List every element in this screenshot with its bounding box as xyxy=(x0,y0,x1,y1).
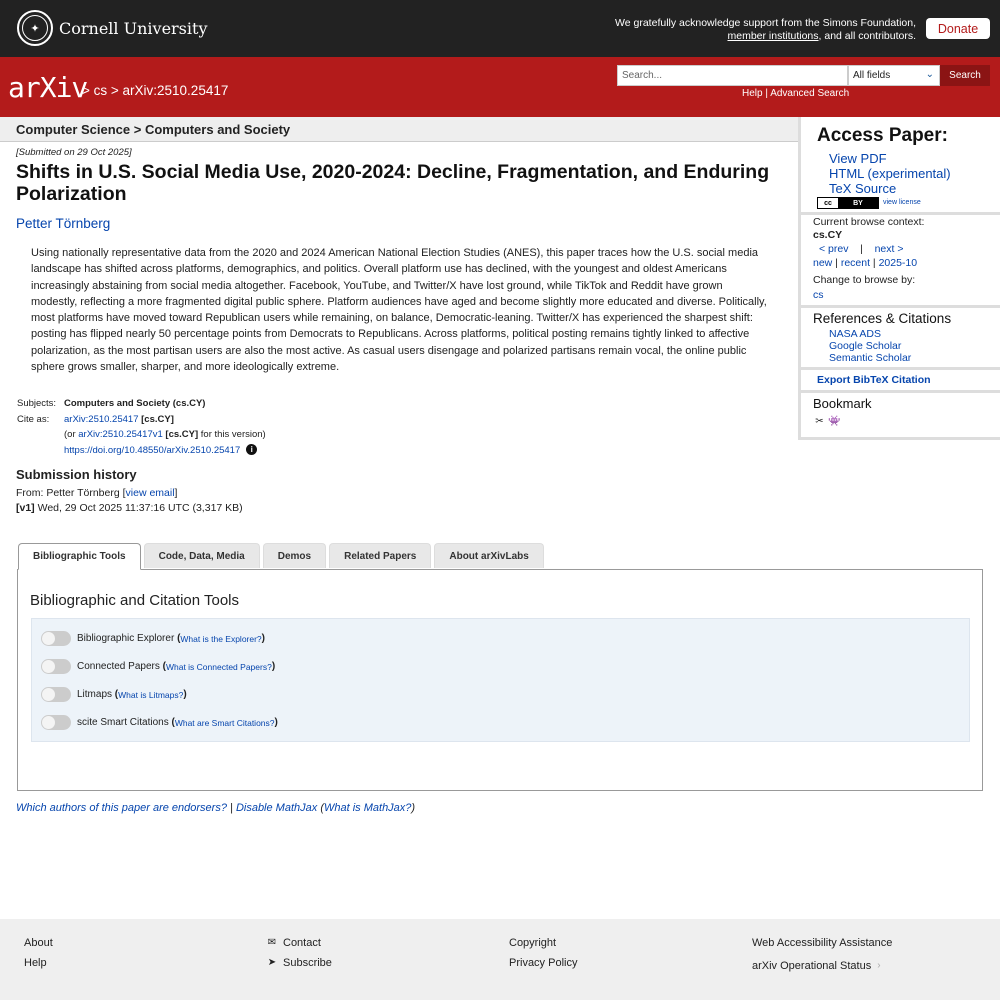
chevron-down-icon: ⌄ xyxy=(925,69,934,80)
nasa-ads-link[interactable]: NASA ADS xyxy=(829,328,881,340)
tool-name: Connected Papers xyxy=(77,661,160,672)
contact-link[interactable]: Contact xyxy=(283,937,321,949)
browse-cs-link[interactable]: cs xyxy=(813,289,824,301)
footer-col-1 xyxy=(24,933,53,973)
chevron-right-icon: › xyxy=(877,960,881,971)
version-category: [cs.CY] xyxy=(165,429,199,440)
change-browse-label: Change to browse by: xyxy=(813,274,916,286)
tool-help-link[interactable]: What is the Explorer? xyxy=(180,633,262,644)
access-links xyxy=(829,151,951,196)
labs-tabs xyxy=(18,543,547,570)
disable-mathjax-link[interactable]: Disable MathJax xyxy=(235,802,318,814)
tool-row: scite Smart Citations ( What are Smart Citations? ) xyxy=(41,715,278,730)
from-label: From: Petter Törnberg [ xyxy=(16,487,126,499)
tool-help-link[interactable]: What are Smart Citations? xyxy=(174,717,275,728)
nav-separator: | xyxy=(860,243,863,255)
arxiv-logo[interactable]: arXiv xyxy=(8,71,88,104)
advanced-search-link[interactable]: Advanced Search xyxy=(770,88,850,99)
breadcrumb[interactable]: > cs > arXiv:2510.25417 xyxy=(82,83,229,98)
scite-toggle[interactable] xyxy=(41,715,71,730)
bibtex-divider xyxy=(801,390,1000,393)
version-id-link[interactable]: arXiv:2510.25417v1 xyxy=(78,429,163,440)
tab-demos[interactable]: Demos xyxy=(263,543,326,568)
references-section xyxy=(801,308,1000,370)
help-links xyxy=(742,88,849,99)
paper-title: Shifts in U.S. Social Media Use, 2020-2024: Decline, Fragmentation, and Enduring Polarization xyxy=(16,161,770,205)
subject-heading: Computer Science > Computers and Society xyxy=(0,117,798,142)
browse-context-value: cs.CY xyxy=(813,229,843,241)
arxiv-header xyxy=(0,57,1000,117)
tab-about-arxivlabs[interactable]: About arXivLabs xyxy=(434,543,543,568)
extra-services-sidebar xyxy=(798,117,1000,440)
paren-open: ( xyxy=(317,802,324,814)
version-tag: [v1] xyxy=(16,502,35,514)
footer-col-2 xyxy=(266,933,332,973)
paper-metadata xyxy=(17,396,266,458)
view-license-link[interactable]: view license xyxy=(883,199,921,206)
tool-row: Bibliographic Explorer ( What is the Explorer? ) xyxy=(41,631,265,646)
member-institutions-link[interactable]: member institutions xyxy=(727,30,819,42)
by-label: BY xyxy=(838,198,878,208)
doi-link[interactable]: https://doi.org/10.48550/arXiv.2510.25417 xyxy=(64,444,241,456)
tool-row: Connected Papers ( What is Connected Papers? ) xyxy=(41,659,275,674)
references-title: References & Citations xyxy=(813,311,952,326)
abstract: Using nationally representative data from the 2020 and 2024 American National Election Studies (ANES), this paper traces how the U.S. social media landscape has shifted across platforms, demographics, and politics. Overall platform use has declined, with the youngest and oldest Americans increasingly abstaining from social media altogether. Facebook, YouTube, and Twitter/X have lost ground, while TikTok and Reddit have grown modestly, reflecting a more fragmented digital public sphere. Platform audiences have aged and become slightly more educated and diverse. Politically, most platforms have moved toward Republican users while remaining, on balance, Democratic-leaning. Twitter/X has experienced the sharpest shift: posting has flipped nearly 50 percentage points from Democrats to Republicans. Across platforms, political posting remains tightly linked to affective polarization, as the most partisan users are also the most active. As casual users disengage and polarized partisans remain vocal, the online public sphere grows smaller, sharper, and more ideologically extreme. xyxy=(31,247,767,374)
tab-related-papers[interactable]: Related Papers xyxy=(329,543,431,568)
month-link[interactable]: 2025-10 xyxy=(878,257,918,269)
cornell-name: Cornell University xyxy=(59,18,208,38)
tool-name: Bibliographic Explorer xyxy=(77,633,175,644)
cornell-logo[interactable] xyxy=(17,10,207,46)
subjects-value: Computers and Society (cs.CY) xyxy=(64,398,206,409)
export-bibtex-link[interactable]: Export BibTeX Citation xyxy=(817,374,931,386)
endorse-sep: | xyxy=(226,802,236,814)
recent-link[interactable]: recent xyxy=(840,257,871,269)
submission-history xyxy=(16,486,243,516)
prev-link[interactable]: < prev xyxy=(819,243,849,255)
version-suffix: for this version) xyxy=(198,429,266,440)
help-link[interactable]: Help xyxy=(742,88,763,99)
access-paper-title: Access Paper: xyxy=(817,125,948,146)
litmaps-toggle[interactable] xyxy=(41,687,71,702)
info-icon[interactable]: i xyxy=(246,444,257,455)
accessibility-link[interactable]: Web Accessibility Assistance xyxy=(752,937,893,949)
search-button[interactable]: Search xyxy=(940,65,990,86)
operational-status-link[interactable]: arXiv Operational Status xyxy=(752,960,872,972)
connected-papers-toggle[interactable] xyxy=(41,659,71,674)
tex-source-link[interactable]: TeX Source xyxy=(829,181,897,196)
cite-as-label: Cite as: xyxy=(17,413,50,425)
search-field-value: All fields xyxy=(853,70,891,81)
html-link[interactable]: HTML (experimental) xyxy=(829,166,951,181)
subjects-label: Subjects: xyxy=(17,398,57,409)
submitted-date: [Submitted on 29 Oct 2025] xyxy=(16,147,132,158)
copyright-link[interactable]: Copyright xyxy=(509,937,557,949)
references-links xyxy=(813,328,951,364)
about-link[interactable]: About xyxy=(24,937,53,949)
what-is-mathjax-link[interactable]: What is MathJax? xyxy=(324,802,412,814)
access-section xyxy=(801,117,1000,215)
submission-history-title: Submission history xyxy=(16,467,137,482)
browse-context: Current browse context: cs.CY < prev | next > new | recent | 2025-10 Change to browse by: cs xyxy=(813,216,925,301)
cite-category: [cs.CY] xyxy=(141,413,174,425)
reddit-icon[interactable]: 👾 xyxy=(828,416,841,427)
tool-name: Litmaps xyxy=(77,689,113,700)
cc-label: cc xyxy=(818,198,838,208)
tool-row: Litmaps ( What is Litmaps? ) xyxy=(41,687,187,702)
next-link[interactable]: next > xyxy=(874,243,904,255)
tool-name: scite Smart Citations xyxy=(77,717,169,728)
or-prefix: (or xyxy=(64,429,79,440)
bibliographic-explorer-toggle[interactable] xyxy=(41,631,71,646)
version-info: Wed, 29 Oct 2025 11:37:16 UTC (3,317 KB) xyxy=(37,502,243,514)
view-email-link[interactable]: view email xyxy=(125,487,175,499)
semantic-scholar-link[interactable]: Semantic Scholar xyxy=(829,352,912,364)
endorsers-link[interactable]: Which authors of this paper are endorsers? xyxy=(16,802,227,814)
bibsonomy-icon[interactable]: ✂ xyxy=(815,416,824,427)
support-message xyxy=(615,17,916,43)
tool-help-link[interactable]: What is Litmaps? xyxy=(118,689,184,700)
paren-close: ) xyxy=(411,802,416,814)
references-block xyxy=(813,312,951,364)
author-link[interactable]: Petter Törnberg xyxy=(16,216,111,231)
browse-context-label: Current browse context: xyxy=(813,216,925,228)
footer-col-3 xyxy=(509,933,577,973)
paper-plane-icon: ➤ xyxy=(267,957,277,968)
endorse-line xyxy=(16,802,415,814)
help-separator: | xyxy=(762,88,771,99)
support-line-1: We gratefully acknowledge support from the Simons Foundation, xyxy=(615,17,916,29)
help-footer-link[interactable]: Help xyxy=(24,957,47,969)
support-line-2: , and all contributors. xyxy=(818,30,916,42)
top-bar xyxy=(0,0,1000,57)
donate-button[interactable]: Donate xyxy=(926,18,990,39)
new-link[interactable]: new xyxy=(813,257,833,269)
bookmark-title: Bookmark xyxy=(813,396,872,411)
footer-col-4 xyxy=(752,933,892,976)
cornell-seal-icon: ✦ xyxy=(17,10,53,46)
view-pdf-link[interactable]: View PDF xyxy=(829,151,887,166)
search-input[interactable] xyxy=(617,65,848,86)
envelope-icon: ✉ xyxy=(267,937,277,948)
tab-code-data-media[interactable]: Code, Data, Media xyxy=(144,543,260,568)
tools-box xyxy=(31,618,970,742)
tab-bibliographic-tools[interactable]: Bibliographic Tools xyxy=(18,543,141,570)
footer xyxy=(0,919,1000,1000)
bookmark-icons xyxy=(813,415,841,428)
cite-id-link[interactable]: arXiv:2510.25417 xyxy=(64,413,139,425)
from-suffix: ] xyxy=(174,487,178,499)
tab-panel xyxy=(17,569,983,791)
subscribe-link[interactable]: Subscribe xyxy=(283,957,332,969)
privacy-policy-link[interactable]: Privacy Policy xyxy=(509,957,578,969)
browse-section xyxy=(801,215,1000,308)
search-field-select[interactable] xyxy=(848,65,940,86)
tool-help-link[interactable]: What is Connected Papers? xyxy=(165,661,272,672)
panel-title: Bibliographic and Citation Tools xyxy=(30,592,240,609)
cc-by-license-icon[interactable] xyxy=(817,197,879,209)
google-scholar-link[interactable]: Google Scholar xyxy=(829,340,902,352)
